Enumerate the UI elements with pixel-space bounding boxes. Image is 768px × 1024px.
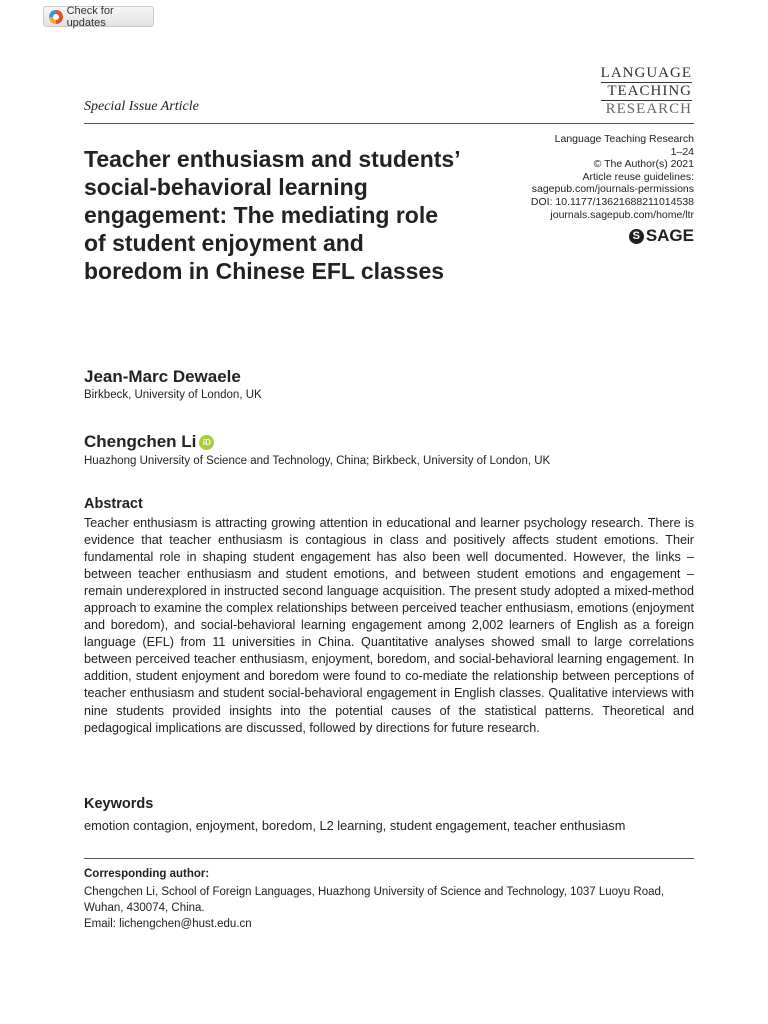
author-affiliation: Birkbeck, University of London, UK <box>84 389 262 401</box>
author-name: Jean-Marc Dewaele <box>84 367 241 386</box>
corresponding-block <box>84 884 694 932</box>
article-title: Teacher enthusiasm and students’ social-behavioral learning engagement: The mediating role of student enjoyment and boredom in Chinese EFL classes <box>84 146 460 284</box>
meta-reuse-link[interactable]: sagepub.com/journals-permissions <box>531 183 694 196</box>
article-meta <box>531 133 694 221</box>
sage-s-icon: S <box>629 229 644 244</box>
journal-logo-line: RESEARCH <box>605 101 692 117</box>
abstract-heading: Abstract <box>84 496 143 512</box>
corresponding-email[interactable]: Email: lichengchen@hust.edu.cn <box>84 918 252 930</box>
check-for-updates-label: Check for updates <box>66 4 114 29</box>
check-for-updates-button[interactable] <box>43 6 154 27</box>
author-affiliation: Huazhong University of Science and Technology, China; Birkbeck, University of London, UK <box>84 455 551 467</box>
article-type: Special Issue Article <box>84 99 199 114</box>
meta-reuse-label: Article reuse guidelines: <box>582 170 694 183</box>
footer-divider <box>84 858 694 859</box>
crossmark-icon <box>49 10 63 24</box>
corresponding-heading: Corresponding author: <box>84 868 210 880</box>
meta-journal: Language Teaching Research <box>554 133 694 145</box>
header-divider <box>84 123 694 124</box>
corresponding-address: Chengchen Li, School of Foreign Languages, Huazhong University of Science and Technology, 1037 Luoyu Road, Wuhan, 430074, China. <box>84 886 665 914</box>
meta-home-link[interactable]: journals.sagepub.com/home/ltr <box>550 208 694 221</box>
publisher-logo <box>629 226 694 246</box>
meta-copyright: © The Author(s) 2021 <box>593 158 694 171</box>
journal-logo <box>601 65 692 118</box>
keywords-heading: Keywords <box>84 796 154 812</box>
journal-logo-line: TEACHING <box>601 83 692 101</box>
author-name: Chengchen Li <box>84 432 197 451</box>
keywords-text: emotion contagion, enjoyment, boredom, L2 learning, student engagement, teacher enthusiasm <box>84 818 626 833</box>
author-block <box>84 432 214 452</box>
publisher-name: SAGE <box>645 226 694 245</box>
meta-pages: 1–24 <box>670 145 694 158</box>
abstract-text: Teacher enthusiasm is attracting growing attention in educational and learner psychology research. There is evidence that teacher enthusiasm is contagious in class and positively affects student emotions. Their fundamental role in shaping student engagement has also been well documented. However, the links – between teacher enthusiasm and student emotions, and between student emotions and engagement – remain underexplored in instructed second language acquisition. The present study adopted a mixed-method approach to examine the complex relationships between perceived teacher enthusiasm, emotions (enjoyment and boredom), and social-behavioral learning engagement among 2,002 learners of English as a foreign language (EFL) from 11 universities in China. Quantitative analyses showed small to large correlations between perceived teacher enthusiasm, enjoyment, boredom, and social-behavioral learning engagement. In addition, student enjoyment and boredom were found to co-mediate the relationship between perceptions of teacher enthusiasm and student social-behavioral engagement in English classes. Qualitative interviews with nine students provided insights into the potential causes of the statistical patterns. Theoretical and pedagogical implications are discussed, followed by directions for future research. <box>84 516 694 735</box>
orcid-icon[interactable]: iD <box>199 435 214 450</box>
journal-logo-line: LANGUAGE <box>600 65 692 81</box>
meta-doi[interactable]: DOI: 10.1177/13621688211014538 <box>530 195 694 208</box>
